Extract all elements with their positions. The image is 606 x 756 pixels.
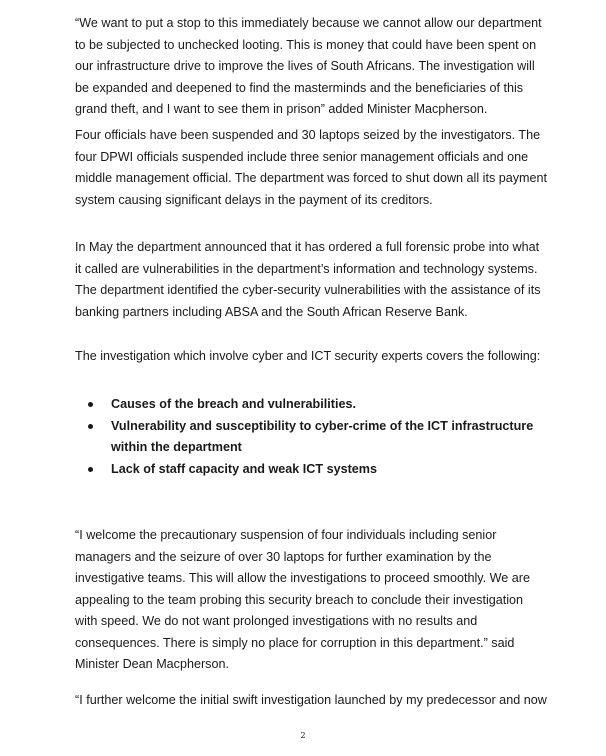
text-line: “We want to put a stop to this immediately because we cannot allow our department (75, 16, 542, 30)
paragraph-minister-quote (75, 13, 545, 121)
text-line: The department identified the cyber-security vulnerabilities with the assistance of its (75, 283, 541, 297)
page-number: 2 (300, 731, 306, 740)
text-line: system causing significant delays in the payment of its creditors. (75, 192, 433, 207)
paragraph-minister-welcome (75, 525, 545, 676)
paragraph-forensic-probe (75, 237, 545, 323)
text-line: grand theft, and I want to see them in prison” added Minister Macpherson. (75, 102, 488, 116)
list-item (88, 459, 548, 481)
text-line: managers and the seizure of over 30 laptops for further examination by the (75, 549, 492, 564)
text-line: Four officials have been suspended and 30 laptops seized by the investigators. The (75, 128, 541, 142)
text-line: it called are vulnerabilities in the department’s information and technology systems. (75, 261, 538, 276)
text-line: The investigation which involve cyber and ICT security experts covers the following: (75, 349, 541, 363)
bullet-point-icon (88, 402, 93, 407)
list-item (88, 416, 548, 459)
text-line: investigative teams. This will allow the investigations to proceed smoothly. We are (75, 571, 530, 585)
paragraph-investigation-intro (75, 346, 545, 368)
text-line: middle management official. The department was forced to shut down all its payment (75, 171, 548, 185)
text-line: with speed. We do not want prolonged investigations with no results and (75, 614, 478, 628)
text-line: be expanded and deepened to find the masterminds and the beneficiaries of this (75, 80, 524, 95)
bullet-list (88, 394, 548, 480)
bullet-text: Lack of staff capacity and weak ICT systems (111, 461, 377, 476)
text-line: our infrastructure drive to improve the lives of South Africans. The investigation will (75, 59, 535, 73)
text-line: to be subjected to unchecked looting. This is money that could have been spent on (75, 37, 537, 52)
text-line: banking partners including ABSA and the South African Reserve Bank. (75, 304, 468, 319)
bullet-text: Causes of the breach and vulnerabilities. (111, 397, 356, 411)
text-line: “I further welcome the initial swift investigation launched by my predecessor and now (75, 693, 547, 707)
paragraph-suspensions (75, 125, 548, 211)
text-line: appealing to the team probing this security breach to conclude their investigation (75, 592, 524, 607)
text-line: In May the department announced that it has ordered a full forensic probe into what (75, 240, 540, 254)
text-line: four DPWI officials suspended include three senior management officials and one (75, 149, 529, 164)
text-line: “I welcome the precautionary suspension of four individuals including senior (75, 528, 497, 542)
text-line: consequences. There is simply no place for corruption in this department.” said (75, 635, 515, 650)
list-item (88, 394, 548, 416)
text-line: Minister Dean Macpherson. (75, 657, 229, 671)
bullet-point-icon (88, 424, 93, 429)
bullet-point-icon (88, 467, 93, 472)
bullet-text: within the department (111, 440, 242, 454)
bullet-text: Vulnerability and susceptibility to cyber-crime of the ICT infrastructure (111, 418, 534, 433)
paragraph-further-welcome (75, 690, 545, 712)
